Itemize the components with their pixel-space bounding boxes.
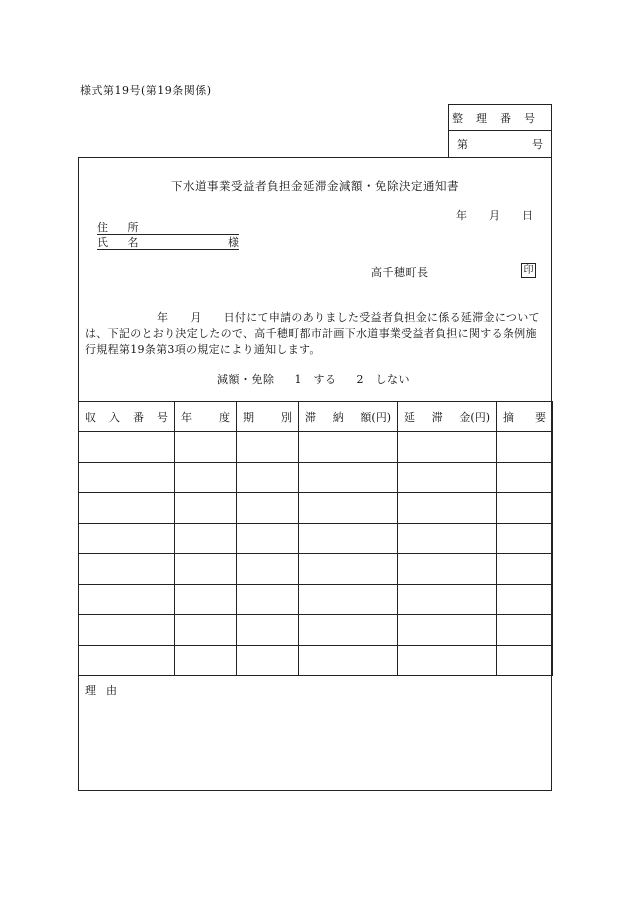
table-cell[interactable] <box>398 462 497 493</box>
table-cell[interactable] <box>299 645 398 676</box>
table-cell[interactable] <box>398 584 497 615</box>
table-cell[interactable] <box>497 523 553 554</box>
table-cell[interactable] <box>497 615 553 646</box>
table-row <box>79 493 553 524</box>
table-cell[interactable] <box>299 523 398 554</box>
table-cell[interactable] <box>79 554 175 585</box>
table-row <box>79 645 553 676</box>
table-cell[interactable] <box>299 462 398 493</box>
table-cell[interactable] <box>497 584 553 615</box>
table-cell[interactable] <box>398 615 497 646</box>
col-fiscal-year: 年 度 <box>175 402 237 432</box>
col-receipt-number: 収 入 番 号 <box>79 402 175 432</box>
table-cell[interactable] <box>237 554 299 585</box>
name-field[interactable]: 氏 名 様 <box>97 236 239 249</box>
table-cell[interactable] <box>299 432 398 463</box>
reason-label: 理由 <box>85 684 127 697</box>
honorific: 様 <box>228 236 239 249</box>
table-row <box>79 584 553 615</box>
table-cell[interactable] <box>398 554 497 585</box>
table-cell[interactable] <box>398 645 497 676</box>
reduction-choice <box>217 371 410 387</box>
table-cell[interactable] <box>237 432 299 463</box>
admin-number-label: 整 理 番 号 <box>449 105 551 131</box>
choice-option-no[interactable]: 2 しない <box>356 373 410 386</box>
table-cell[interactable] <box>79 493 175 524</box>
date-month: 月 <box>489 209 500 222</box>
table-cell[interactable] <box>237 523 299 554</box>
table-cell[interactable] <box>175 523 237 554</box>
table-cell[interactable] <box>237 493 299 524</box>
table-cell[interactable] <box>175 584 237 615</box>
form-number: 様式第19号(第19条関係) <box>80 84 212 97</box>
table-row <box>79 523 553 554</box>
date-day: 日 <box>522 209 533 222</box>
table-cell[interactable] <box>79 462 175 493</box>
table-cell[interactable] <box>299 584 398 615</box>
issuer-name: 高千穂町長 <box>371 266 429 279</box>
table-cell[interactable] <box>497 554 553 585</box>
table-cell[interactable] <box>398 432 497 463</box>
table-cell[interactable] <box>175 493 237 524</box>
table-cell[interactable] <box>299 554 398 585</box>
table-cell[interactable] <box>175 554 237 585</box>
table-row <box>79 554 553 585</box>
table-cell[interactable] <box>237 584 299 615</box>
table-cell[interactable] <box>497 493 553 524</box>
table-cell[interactable] <box>79 615 175 646</box>
table-cell[interactable] <box>79 584 175 615</box>
admin-number-box <box>448 104 552 158</box>
table-row <box>79 615 553 646</box>
choice-label: 減額・免除 <box>217 373 275 386</box>
admin-number-field[interactable]: 第 号 <box>457 138 543 151</box>
table-cell[interactable] <box>237 645 299 676</box>
table-cell[interactable] <box>299 615 398 646</box>
table-cell[interactable] <box>175 645 237 676</box>
table-cell[interactable] <box>79 523 175 554</box>
col-late-fee: 延 滞 金(円) <box>398 402 497 432</box>
table-cell[interactable] <box>175 462 237 493</box>
notice-text: 年 月 日付にて申請のありました受益者負担金に係る延滞金については、下記のとおり決定したので、高千穂町都市計画下水道事業受益者負担に関する条例施行規程第19条第3項の規定により通知します。 <box>85 311 540 356</box>
table-header-row <box>79 402 553 432</box>
col-period: 期 別 <box>237 402 299 432</box>
table-cell[interactable] <box>497 462 553 493</box>
col-arrears-amount: 滞 納 額(円) <box>299 402 398 432</box>
table-cell[interactable] <box>497 432 553 463</box>
table-row <box>79 432 553 463</box>
table-row <box>79 462 553 493</box>
table-cell[interactable] <box>175 615 237 646</box>
table-cell[interactable] <box>237 615 299 646</box>
table-cell[interactable] <box>398 523 497 554</box>
table-cell[interactable] <box>237 462 299 493</box>
table-cell[interactable] <box>398 493 497 524</box>
col-remarks: 摘 要 <box>497 402 553 432</box>
ledger-table <box>78 401 553 676</box>
notice-body <box>78 157 552 791</box>
table-cell[interactable] <box>175 432 237 463</box>
choice-option-yes[interactable]: 1 する <box>294 373 337 386</box>
table-cell[interactable] <box>497 645 553 676</box>
date-line <box>456 207 533 223</box>
table-cell[interactable] <box>79 432 175 463</box>
table-cell[interactable] <box>79 645 175 676</box>
date-year: 年 <box>456 209 467 222</box>
address-field[interactable]: 住 所 <box>97 221 239 235</box>
table-cell[interactable] <box>299 493 398 524</box>
seal-mark: 印 <box>521 263 536 278</box>
document-title: 下水道事業受益者負担金延滞金減額・免除決定通知書 <box>171 179 459 193</box>
